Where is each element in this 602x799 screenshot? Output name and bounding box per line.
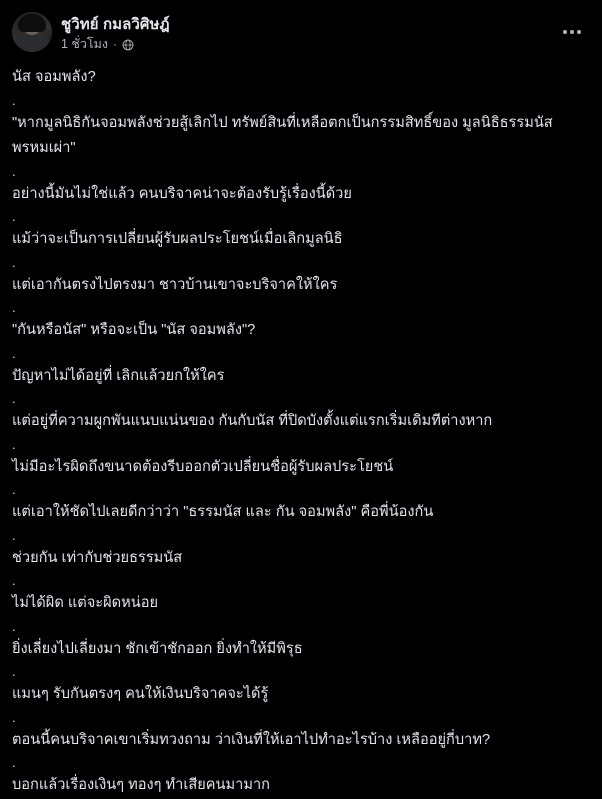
post-body — [12, 59, 590, 799]
ellipsis-dot — [563, 30, 567, 34]
post-more-options-button[interactable] — [556, 16, 588, 48]
post-line: . — [12, 391, 16, 406]
avatar[interactable] — [12, 12, 52, 52]
post-line: . — [12, 755, 16, 770]
post-line: บอกแล้วเรื่องเงินๆ ทองๆ ทำเสียคนมามาก — [12, 777, 270, 793]
avatar-hair-shape — [18, 14, 46, 32]
post-line: แม้ว่าจะเป็นการเปลี่ยนผู้รับผลประโยชน์เมื่อเลิกมูลนิธิ — [12, 231, 343, 247]
meta-separator: · — [113, 36, 117, 51]
globe-icon[interactable] — [122, 39, 134, 51]
post-line: . — [12, 618, 16, 634]
post-line: . — [12, 345, 16, 361]
post-line: . — [12, 92, 16, 108]
post-line: แต่เอากันตรงไปตรงมา ชาวบ้านเขาจะบริจาคให้ใคร — [12, 276, 338, 293]
post-line: . — [12, 300, 16, 315]
post-line: ตอนนี้คนบริจาคเขาเริ่มทวงถาม ว่าเงินที่ให้เอาไปทำอะไรบ้าง เหลืออยู่กี่บาท? — [12, 731, 491, 748]
post-line: . — [12, 209, 16, 224]
post-line: . — [12, 482, 16, 497]
post-header-text — [61, 12, 170, 53]
post-line: อย่างนี้มันไม่ใช่แล้ว คนบริจาคน่าจะต้องรับรู้เรื่องนี้ด้วย — [12, 185, 352, 202]
post-line: . — [12, 254, 16, 270]
post-line: . — [12, 664, 16, 679]
post-line: ช่วยกัน เท่ากับช่วยธรรมนัส — [12, 549, 183, 566]
post-header — [12, 10, 590, 59]
post-line: ไม่มีอะไรผิดถึงขนาดต้องรีบออกตัวเปลี่ยนชื่อผู้รับผลประโยชน์ — [12, 458, 394, 475]
post-line: แมนๆ รับกันตรงๆ คนให้เงินบริจาคจะได้รู้ — [12, 686, 269, 702]
post-line: ปัญหาไม่ได้อยู่ที่ เลิกแล้วยกให้ใคร — [12, 367, 225, 384]
post-author-name[interactable]: ชูวิทย์ กมลวิศิษฎ์ — [61, 15, 170, 33]
ellipsis-dot — [570, 30, 574, 34]
post-line: นัส จอมพลัง? — [12, 69, 96, 85]
post-line: . — [12, 709, 16, 725]
post-line: แต่เอาให้ชัดไปเลยดีกว่าว่า "ธรรมนัส และ กัน จอมพลัง" คือพี่น้องกัน — [12, 504, 434, 520]
post-line: "กันหรือนัส" หรือจะเป็น "นัส จอมพลัง"? — [12, 322, 256, 338]
post-line: . — [12, 436, 16, 452]
post-line: . — [12, 527, 16, 543]
post-line: . — [12, 573, 16, 588]
ellipsis-dot — [577, 30, 581, 34]
post-line: "หากมูลนิธิกันจอมพลังช่วยสู้เลิกไป ทรัพย์สินที่เหลือตกเป็นกรรมสิทธิ์ของ มูลนิธิธรรมนัส พรหมเผ่า" — [12, 114, 557, 156]
post-meta — [61, 36, 170, 52]
post-timestamp[interactable]: 1 ชั่วโมง — [61, 36, 108, 51]
post-line: . — [12, 163, 16, 179]
post-line: แต่อยู่ที่ความผูกพันแนบแน่นของ กันกับนัส ที่ปิดบังตั้งแต่แรกเริ่มเดิมทีต่างหาก — [12, 413, 493, 429]
post-line: ยิ่งเลี่ยงไปเลี่ยงมา ชักเข้าชักออก ยิ่งทำให้มีพิรุธ — [12, 640, 303, 657]
post-line: ไม่ได้ผิด แต่จะผิดหน่อย — [12, 595, 159, 611]
